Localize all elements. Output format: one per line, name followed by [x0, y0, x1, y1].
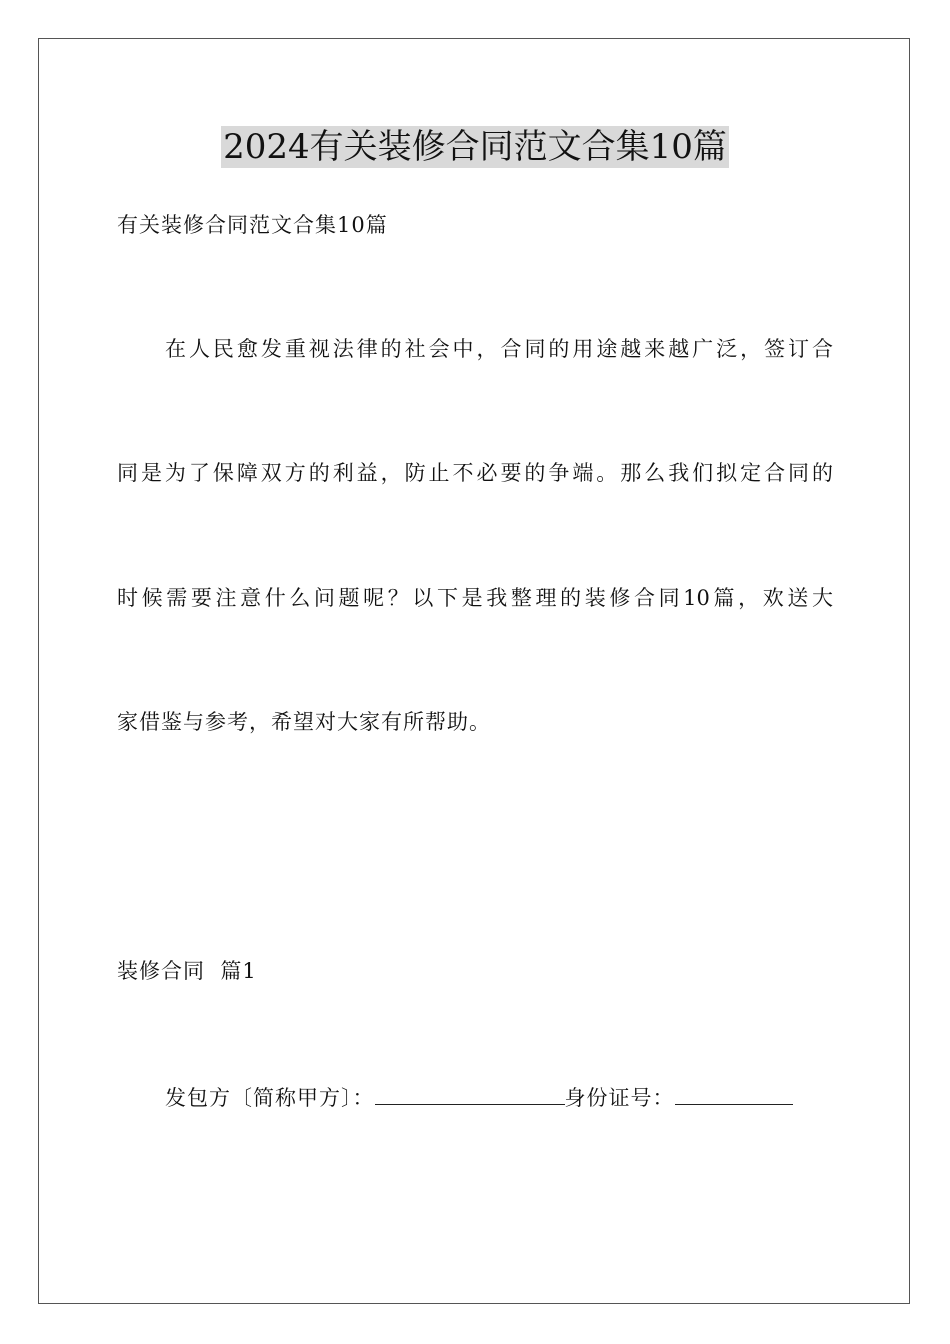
document-subtitle: 有关装修合同范文合集10篇	[117, 213, 388, 237]
id-number-label: 身份证号：	[564, 1086, 675, 1110]
party-a-label: 发包方〔简称甲方〕：	[165, 1086, 375, 1110]
title-container	[0, 126, 950, 168]
intro-line-4: 家借鉴与参考，希望对大家有所帮助。	[117, 710, 491, 734]
intro-line-1: 在人民愈发重视法律的社会中，合同的用途越来越广泛，签订合	[165, 337, 833, 361]
party-a-blank[interactable]	[375, 1082, 565, 1105]
id-number-blank[interactable]	[675, 1082, 793, 1105]
intro-line-3: 时候需要注意什么问题呢？以下是我整理的装修合同10篇，欢送大	[117, 586, 833, 610]
party-a-line	[165, 1082, 793, 1113]
document-title: 2024有关装修合同范文合集10篇	[223, 127, 727, 167]
intro-line-2: 同是为了保障双方的利益，防止不必要的争端。那么我们拟定合同的	[117, 461, 833, 485]
section-heading: 装修合同 篇1	[117, 959, 257, 983]
